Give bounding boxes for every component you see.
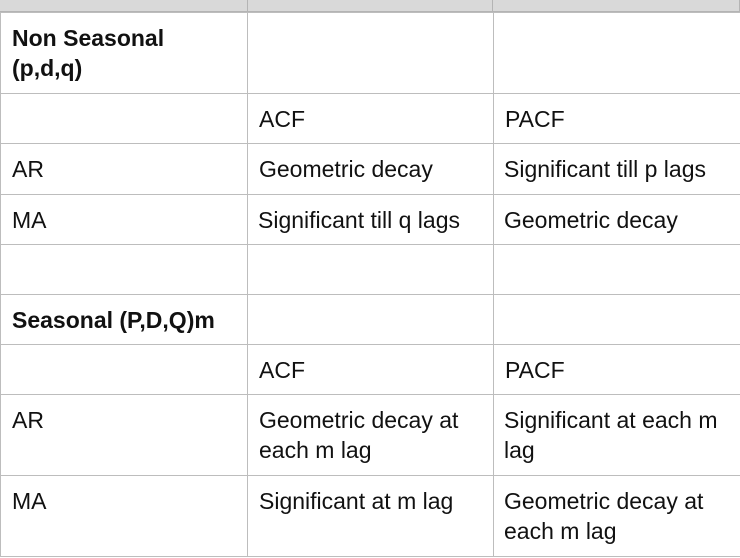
- column-header-c[interactable]: [493, 0, 740, 12]
- cell[interactable]: [494, 295, 740, 345]
- column-header-b[interactable]: [248, 0, 493, 12]
- cell[interactable]: Significant at m lag: [248, 476, 494, 557]
- cell[interactable]: [248, 13, 494, 94]
- cell[interactable]: Geometric decay: [494, 195, 740, 245]
- table-row: [1, 476, 740, 557]
- table-row: [1, 144, 740, 195]
- cell-acf-header[interactable]: ACF: [248, 345, 494, 395]
- cell[interactable]: Significant at each m lag: [494, 395, 740, 476]
- cell-ma-label[interactable]: MA: [1, 476, 248, 557]
- cell[interactable]: [1, 245, 248, 295]
- cell[interactable]: Significant till p lags: [494, 144, 740, 195]
- cell-ar-label[interactable]: AR: [1, 144, 248, 195]
- cell[interactable]: [1, 345, 248, 395]
- cell-ma-label[interactable]: MA: [1, 195, 248, 245]
- cell[interactable]: Significant till q lags: [248, 195, 494, 245]
- cell-ar-label[interactable]: AR: [1, 395, 248, 476]
- cell[interactable]: [494, 13, 740, 94]
- cell[interactable]: Geometric decay at each m lag: [494, 476, 740, 557]
- column-header-a[interactable]: [0, 0, 248, 12]
- cell-seasonal-title[interactable]: Seasonal (P,D,Q)m: [1, 295, 248, 345]
- table-row: [1, 295, 740, 345]
- table-row: [1, 195, 740, 245]
- spreadsheet-table: [0, 12, 740, 557]
- table-row: [1, 395, 740, 476]
- cell-nonseasonal-title[interactable]: Non Seasonal (p,d,q): [1, 13, 248, 94]
- table-row: [1, 13, 740, 94]
- cell[interactable]: Geometric decay: [248, 144, 494, 195]
- cell[interactable]: [1, 94, 248, 144]
- cell[interactable]: [494, 245, 740, 295]
- cell-acf-header[interactable]: ACF: [248, 94, 494, 144]
- column-header-strip: [0, 0, 740, 12]
- table-row: [1, 245, 740, 295]
- table-row: [1, 94, 740, 144]
- table-row: [1, 345, 740, 395]
- cell[interactable]: [248, 245, 494, 295]
- cell[interactable]: Geometric decay at each m lag: [248, 395, 494, 476]
- cell-pacf-header[interactable]: PACF: [494, 94, 740, 144]
- cell[interactable]: [248, 295, 494, 345]
- cell-pacf-header[interactable]: PACF: [494, 345, 740, 395]
